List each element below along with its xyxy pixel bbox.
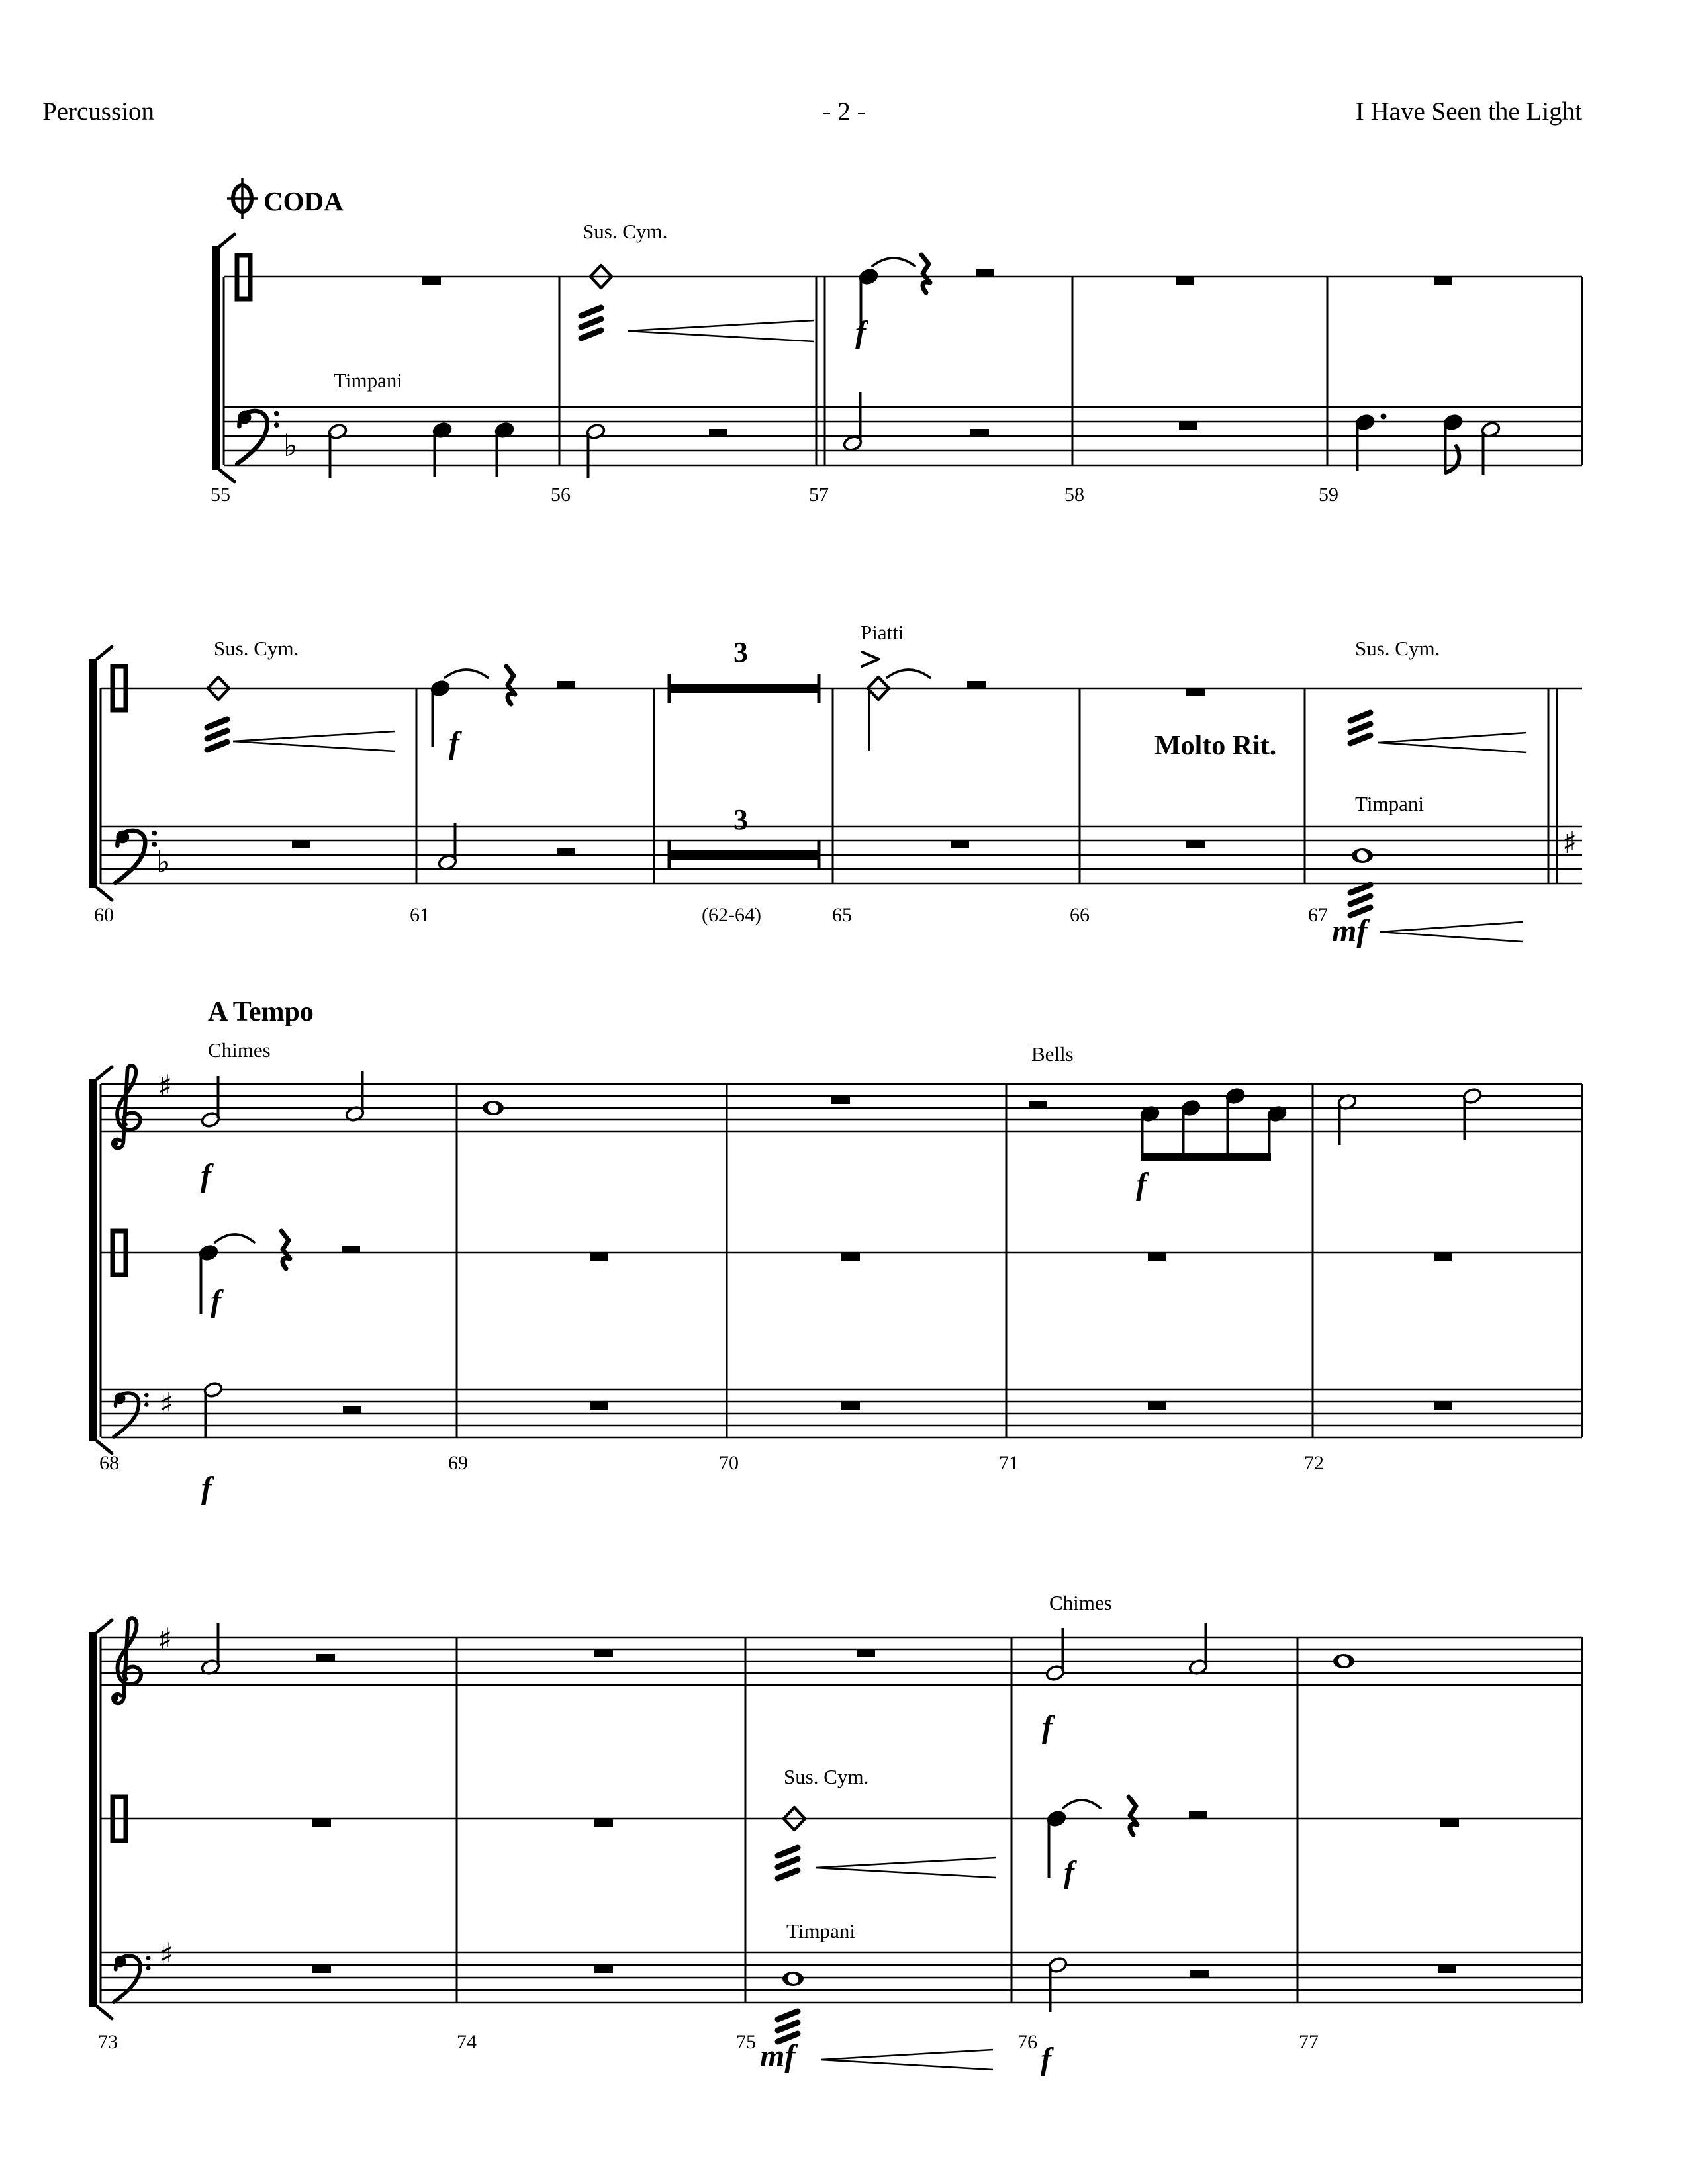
bass-clef-dot (152, 831, 157, 836)
half-rest (709, 429, 727, 436)
text-measure-number: 68 (99, 1452, 119, 1474)
text-measure-number: 59 (1319, 484, 1338, 506)
half-rest (557, 681, 575, 688)
text-label: Chimes (1049, 1591, 1112, 1614)
whole-rest (951, 841, 969, 848)
key-signature: ♭ (283, 428, 298, 463)
text-measure-number: 60 (94, 904, 114, 926)
system-bracket (212, 246, 220, 470)
crescendo-hairpin (1378, 743, 1526, 752)
text-label: Bells (1031, 1042, 1074, 1066)
text-measure-number: 61 (410, 904, 430, 926)
tremolo-slash (778, 1870, 798, 1878)
half-rest (976, 269, 994, 277)
half-rest (967, 681, 986, 688)
tremolo-slash (207, 731, 227, 739)
whole-rest (1186, 841, 1205, 848)
tremolo-slash (1350, 724, 1370, 732)
key-signature: ♯ (159, 1936, 174, 1972)
bass-clef-dot (146, 1966, 151, 1970)
system-bracket (89, 1079, 97, 1441)
text-label: Timpani (1355, 792, 1424, 815)
tremolo-slash (1350, 896, 1370, 904)
tremolo-slash (1350, 735, 1370, 743)
text-measure-number: 66 (1070, 904, 1090, 926)
header-instrument: Percussion (42, 97, 154, 126)
bass-clef-dot (144, 1402, 148, 1406)
bass-clef (114, 1956, 140, 2002)
accent (862, 652, 879, 666)
whole-rest (422, 277, 441, 285)
text-measure-number: 57 (809, 484, 829, 506)
whole-rest (1434, 1402, 1452, 1410)
whole-rest (1186, 689, 1205, 696)
key-signature: ♭ (156, 844, 171, 880)
whole-rest (590, 1402, 608, 1410)
bass-clef-dot (274, 411, 279, 416)
whole-rest (1176, 277, 1194, 285)
text-dyn: mf (760, 2038, 796, 2073)
text-measure-number: 58 (1064, 484, 1084, 506)
text-dyn: f (1041, 2042, 1051, 2077)
tie (445, 670, 488, 678)
augmentation-dot (1381, 414, 1387, 420)
whole-rest (594, 1819, 613, 1827)
bass-clef (114, 1393, 139, 1437)
whole-rest (594, 1650, 613, 1657)
crescendo-hairpin (821, 2060, 993, 2070)
quarter-rest (506, 666, 515, 704)
tie (1063, 1800, 1100, 1808)
crescendo-hairpin (233, 731, 395, 741)
text-coda: CODA (263, 186, 344, 216)
text-measure-number: 74 (457, 2031, 477, 2053)
bass-clef-dot (274, 422, 279, 428)
half-rest (557, 848, 575, 855)
half-rest (1189, 1811, 1207, 1819)
text-dyn: f (855, 315, 866, 350)
whole-rest (1434, 1253, 1452, 1261)
system-bracket-hook (220, 234, 234, 246)
header-page-number: - 2 - (822, 97, 866, 126)
half-rest (1029, 1101, 1047, 1108)
text-label: Timpani (334, 369, 402, 392)
tremolo-slash (778, 2023, 798, 2030)
quarter-rest (1129, 1797, 1137, 1835)
tie (215, 1234, 254, 1242)
key-signature: ♯ (158, 1068, 173, 1104)
crescendo-hairpin (1378, 733, 1526, 743)
whole-rest (590, 1253, 608, 1261)
whole-rest (312, 1966, 331, 1973)
header-title: I Have Seen the Light (1355, 97, 1582, 126)
system-bracket-hook (97, 1620, 112, 1632)
text-measure-number: 69 (448, 1452, 468, 1474)
tremolo-slash (778, 1848, 798, 1856)
text-big3: 3 (733, 636, 748, 668)
system-bracket-hook (97, 1067, 112, 1079)
whole-rest (312, 1819, 331, 1827)
whole-rest (1440, 1819, 1459, 1827)
text-dyn: f (211, 1284, 221, 1319)
bass-clef-dot (144, 1393, 148, 1397)
tremolo-slash (778, 1859, 798, 1867)
text-measure-number: 75 (736, 2031, 756, 2053)
tremolo-slash (581, 308, 601, 316)
text-measure-number: 65 (832, 904, 852, 926)
crescendo-hairpin (1380, 932, 1523, 942)
whole-rest (1148, 1402, 1166, 1410)
treble-clef-dot (113, 1695, 118, 1701)
tremolo-slash (581, 330, 601, 338)
whole-rest (831, 1097, 850, 1104)
crescendo-hairpin (628, 320, 814, 331)
text-dyn: f (201, 1158, 211, 1193)
system-bracket-hook (97, 2007, 112, 2019)
text-big3: 3 (733, 803, 748, 836)
multirest-bar (669, 684, 819, 693)
text-measure-number: 73 (98, 2031, 118, 2053)
text-dyn: f (449, 725, 459, 760)
key-signature: ♯ (158, 1621, 173, 1657)
text-measure-number: 77 (1299, 2031, 1319, 2053)
text-label: Sus. Cym. (583, 220, 668, 243)
tremolo-slash (1350, 885, 1370, 893)
tremolo-slash (1350, 713, 1370, 721)
text-label: Sus. Cym. (1355, 637, 1440, 660)
text-measure-number: 70 (719, 1452, 739, 1474)
text-measure-number: 76 (1017, 2031, 1037, 2053)
whole-rest (841, 1253, 860, 1261)
whole-rest (1434, 277, 1452, 285)
tremolo-slash (581, 319, 601, 327)
tie (872, 258, 915, 266)
key-signature: ♯ (159, 1386, 174, 1422)
system-bracket (89, 659, 97, 888)
crescendo-hairpin (1380, 922, 1523, 932)
quarter-rest (921, 255, 930, 293)
system-bracket-hook (220, 470, 234, 482)
text-label: Sus. Cym. (214, 637, 299, 660)
key-signature: ♯ (1562, 825, 1577, 860)
half-rest (970, 429, 989, 436)
text-measure-number: 67 (1308, 904, 1328, 926)
half-rest (342, 1246, 360, 1253)
bass-clef (237, 411, 267, 464)
crescendo-hairpin (821, 2050, 993, 2060)
system-bracket (89, 1632, 97, 2007)
text-dyn: f (1042, 1709, 1053, 1745)
crescendo-hairpin (233, 741, 395, 751)
bass-clef (115, 831, 145, 883)
text-tempo: Molto Rit. (1154, 731, 1277, 761)
text-dyn: mf (1332, 913, 1368, 948)
text-measure-number: 56 (551, 484, 571, 506)
text-label: Sus. Cym. (784, 1765, 869, 1788)
text-dyn: f (201, 1471, 212, 1506)
whole-rest (857, 1650, 875, 1657)
text-measure-number: 72 (1304, 1452, 1324, 1474)
text-dyn: f (1064, 1855, 1074, 1890)
whole-rest (594, 1966, 613, 1973)
crescendo-hairpin (816, 1868, 996, 1878)
whole-rest (841, 1402, 860, 1410)
system-bracket-hook (97, 647, 112, 659)
text-range: (62-64) (702, 904, 761, 926)
whole-rest (292, 841, 310, 848)
tremolo-slash (207, 719, 227, 727)
tremolo-slash (207, 742, 227, 750)
half-rest (1190, 1970, 1209, 1978)
text-measure-number: 55 (211, 484, 230, 506)
whole-rest (1438, 1966, 1456, 1973)
text-tempo: A Tempo (208, 997, 314, 1027)
text-label: Piatti (861, 621, 904, 644)
crescendo-hairpin (628, 331, 814, 341)
half-rest (316, 1654, 335, 1661)
half-rest (343, 1406, 361, 1414)
system-bracket-hook (97, 888, 112, 900)
tie (887, 670, 930, 678)
whole-rest (1179, 422, 1197, 430)
whole-rest (1148, 1253, 1166, 1261)
text-label: Timpani (786, 1919, 855, 1942)
text-measure-number: 71 (999, 1452, 1019, 1474)
tremolo-slash (778, 2011, 798, 2019)
crescendo-hairpin (816, 1858, 996, 1868)
multirest-bar (669, 850, 819, 860)
bass-clef-dot (146, 1956, 151, 1960)
beam (1141, 1153, 1271, 1161)
quarter-rest (281, 1231, 290, 1269)
text-dyn: f (1136, 1167, 1147, 1202)
treble-clef-dot (113, 1140, 118, 1146)
text-label: Chimes (208, 1038, 271, 1062)
